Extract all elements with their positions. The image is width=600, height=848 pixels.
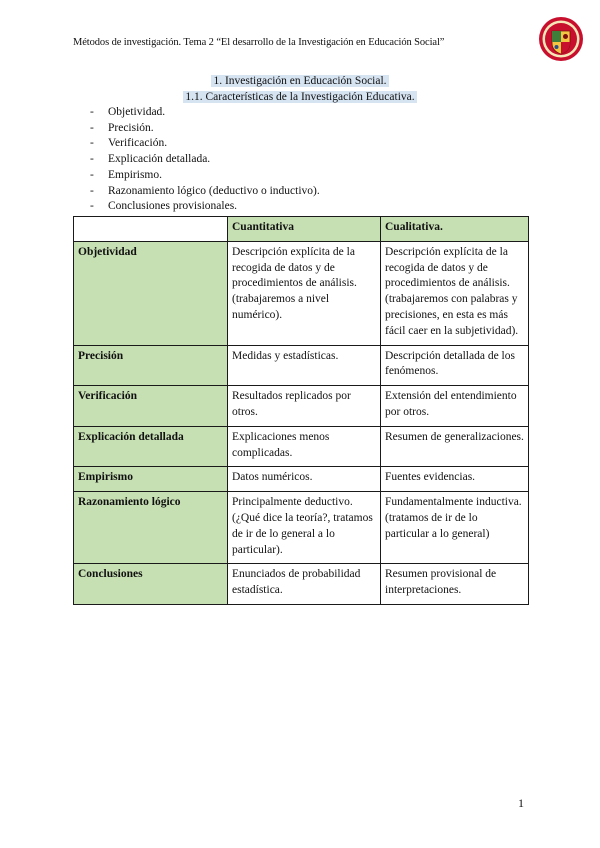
cuantitativa-cell: Descripción explícita de la recogida de datos y de procedimientos de análisis. (trabajaremos a nivel numérico).: [228, 241, 381, 345]
page-number: 1: [518, 796, 524, 810]
list-item-text: Precisión.: [108, 121, 154, 134]
row-header: Razonamiento lógico: [74, 492, 228, 564]
row-header: Precisión: [74, 345, 228, 386]
row-header: Empirismo: [74, 467, 228, 492]
cualitativa-cell: Descripción explícita de la recogida de datos y de procedimientos de análisis. (trabajaremos con palabras y precisiones, en esta es más fácil caer en la subjetividad).: [381, 241, 529, 345]
row-header: Objetividad: [74, 241, 228, 345]
cualitativa-cell: Resumen de generalizaciones.: [381, 426, 529, 467]
list-item: [90, 105, 320, 121]
bullet-dash: -: [90, 168, 94, 181]
list-item: [90, 152, 320, 168]
list-item-text: Objetividad.: [108, 106, 166, 118]
table-row: [74, 467, 529, 492]
section-headings: [0, 73, 600, 105]
cuantitativa-cell: Resultados replicados por otros.: [228, 386, 381, 427]
subsection-heading: 1.1. Características de la Investigación Educativa.: [185, 91, 415, 103]
table-header-row: [74, 217, 529, 242]
running-header: Métodos de investigación. Tema 2 “El desarrollo de la Investigación en Educación Social”: [73, 37, 445, 48]
cuantitativa-cell: Datos numéricos.: [228, 467, 381, 492]
section-heading: 1. Investigación en Educación Social.: [213, 75, 387, 87]
bullet-dash: -: [90, 121, 94, 134]
table-row: [74, 345, 529, 386]
comparison-table: [73, 216, 529, 605]
list-item-text: Conclusiones provisionales.: [108, 200, 238, 213]
table-row: [74, 492, 529, 564]
list-item: [90, 199, 320, 215]
cuantitativa-cell: Explicaciones menos complicadas.: [228, 426, 381, 467]
list-item: [90, 168, 320, 184]
row-header: Verificación: [74, 386, 228, 427]
bullet-dash: -: [90, 106, 94, 118]
bullet-dash: -: [90, 200, 94, 213]
bullet-dash: -: [90, 153, 94, 166]
cualitativa-cell: Fuentes evidencias.: [381, 467, 529, 492]
table-corner-cell: [74, 217, 228, 242]
list-item-text: Verificación.: [108, 137, 168, 150]
table-row: [74, 564, 529, 605]
bullet-dash: -: [90, 184, 94, 197]
table-row: [74, 386, 529, 427]
table-row: [74, 426, 529, 467]
list-item-text: Empirismo.: [108, 168, 162, 181]
table-row: [74, 241, 529, 345]
bullet-dash: -: [90, 137, 94, 150]
cuantitativa-cell: Medidas y estadísticas.: [228, 345, 381, 386]
list-item-text: Explicación detallada.: [108, 153, 211, 166]
cuantitativa-cell: Enunciados de probabilidad estadística.: [228, 564, 381, 605]
list-item: [90, 184, 320, 200]
column-header-cuantitativa: Cuantitativa: [228, 217, 381, 242]
cualitativa-cell: Resumen provisional de interpretaciones.: [381, 564, 529, 605]
row-header: Explicación detallada: [74, 426, 228, 467]
cualitativa-cell: Fundamentalmente inductiva. (tratamos de ir de lo particular a lo general): [381, 492, 529, 564]
row-header: Conclusiones: [74, 564, 228, 605]
list-item-text: Razonamiento lógico (deductivo o inductivo).: [108, 184, 320, 197]
column-header-cualitativa: Cualitativa.: [381, 217, 529, 242]
list-item: [90, 121, 320, 137]
cualitativa-cell: Descripción detallada de los fenómenos.: [381, 345, 529, 386]
cuantitativa-cell: Principalmente deductivo. (¿Qué dice la teoría?, tratamos de ir de lo general a lo particular).: [228, 492, 381, 564]
university-seal-icon: [538, 16, 584, 62]
characteristics-list: [90, 105, 320, 215]
cualitativa-cell: Extensión del entendimiento por otros.: [381, 386, 529, 427]
list-item: [90, 136, 320, 152]
